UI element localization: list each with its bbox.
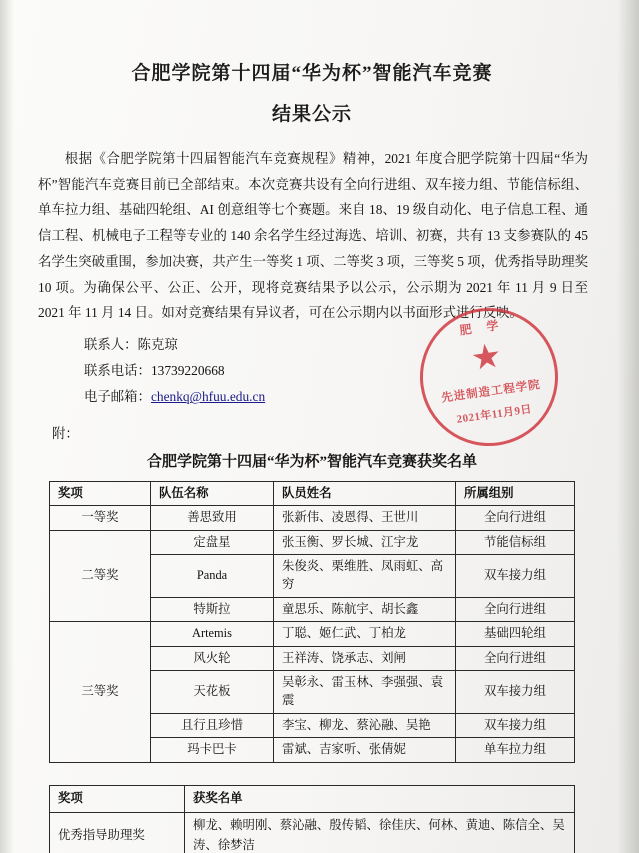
document-title-line2: 结果公示 xyxy=(271,104,352,125)
cell-prize: 一等奖 xyxy=(50,506,151,531)
cell-members: 王祥涛、饶承志、刘闸 xyxy=(274,646,456,671)
cell-prize: 三等奖 xyxy=(50,622,151,763)
appendix-label: 附： xyxy=(52,425,79,441)
cell-members: 童思乐、陈航宇、胡长鑫 xyxy=(274,597,456,622)
document-sheet xyxy=(22,10,602,852)
table-row xyxy=(50,530,575,555)
cell-team: 天花板 xyxy=(151,671,274,713)
cell-team: 特斯拉 xyxy=(151,597,274,622)
document-body-paragraph: 根据《合肥学院第十四届智能汽车竞赛规程》精神，2021 年度合肥学院第十四届“华为杯”智能汽车竞赛目前已全部结束。本次竞赛共设有全向行进组、双车接力组、节能信标组、单车拉力组、基础四轮组、AI 创意组等七个赛题。来自 18、19 级自动化、电子信息工程、通信工程、机械电子工程等专业的 140 余名学生经过海选、培训、初赛，共有 13 支参赛队的 45 名学生突破重围，参加决赛，共产生一等奖 1 项、二等奖 3 项，三等奖 5 项，优秀指导助理奖 10 项。为确保公平、公正、公开，现将竞赛结果予以公示，公示期为 2021 年 11 月 9 日至 2021 年 11 月 14 日。如对竞赛结果有异议者，可在公示期内以书面形式进行反映。 xyxy=(38,151,588,321)
cell-prize: 二等奖 xyxy=(50,530,151,621)
contact-email-row xyxy=(84,384,602,410)
table-row xyxy=(50,506,575,531)
column-header-names: 获奖名单 xyxy=(185,785,575,812)
cell-members: 朱俊炎、栗维胜、凤雨虹、高穷 xyxy=(274,555,456,597)
cell-group: 双车接力组 xyxy=(456,555,575,597)
cell-group: 双车接力组 xyxy=(456,713,575,738)
cell-group: 全向行进组 xyxy=(456,597,575,622)
table-header-row xyxy=(50,785,575,812)
cell-members: 张玉衡、罗长城、江宇龙 xyxy=(274,530,456,555)
cell-team: 风火轮 xyxy=(151,646,274,671)
table-row xyxy=(50,622,575,647)
cell-members: 李宝、柳龙、蔡沁融、吴艳 xyxy=(274,713,456,738)
cell-members: 张新伟、凌恩得、王世川 xyxy=(274,506,456,531)
column-header-prize: 奖项 xyxy=(50,785,185,812)
contact-phone: 联系电话：13739220668 xyxy=(84,363,225,379)
contact-email-label: 电子邮箱： xyxy=(84,389,151,405)
cell-members: 吴彰永、雷玉林、李强强、袁震 xyxy=(274,671,456,713)
cell-group: 单车拉力组 xyxy=(456,738,575,763)
contact-block xyxy=(22,332,602,410)
appendix-title: 合肥学院第十四届“华为杯”智能汽车竞赛获奖名单 xyxy=(146,453,477,470)
seal-arc-text: 肥 学 xyxy=(458,317,506,338)
seal-star-icon: ★ xyxy=(468,337,504,379)
cell-members: 丁聪、姬仁武、丁柏龙 xyxy=(274,622,456,647)
winners-table xyxy=(49,481,575,763)
cell-team: 且行且珍惜 xyxy=(151,713,274,738)
column-header-group: 所属组别 xyxy=(456,481,575,506)
contact-email-link[interactable]: chenkq@hfuu.edu.cn xyxy=(150,389,266,405)
table-header-row xyxy=(50,481,575,506)
cell-group: 节能信标组 xyxy=(456,530,575,555)
cell-group: 基础四轮组 xyxy=(456,622,575,647)
cell-team: 玛卡巴卡 xyxy=(151,738,274,763)
seal-date-text: 2021年11月9日 xyxy=(455,403,533,426)
cell-team: 善思致用 xyxy=(151,506,274,531)
cell-team: Panda xyxy=(151,555,274,597)
cell-prize: 优秀指导助理奖 xyxy=(50,812,185,853)
cell-group: 全向行进组 xyxy=(456,506,575,531)
assistant-award-table xyxy=(49,785,575,853)
contact-person: 联系人：陈克琼 xyxy=(84,337,178,353)
cell-team: Artemis xyxy=(151,622,274,647)
cell-names: 柳龙、赖明刚、蔡沁融、殷传韬、徐佳庆、何林、黄迪、陈信全、吴涛、徐梦洁 xyxy=(185,812,575,853)
document-title-line1: 合肥学院第十四届“华为杯”智能汽车竞赛 xyxy=(131,63,493,84)
cell-group: 全向行进组 xyxy=(456,646,575,671)
cell-group: 双车接力组 xyxy=(456,671,575,713)
column-header-prize: 奖项 xyxy=(50,481,151,506)
cell-members: 雷斌、吉家听、张倩妮 xyxy=(274,738,456,763)
seal-organization-text: 先进制造工程学院 xyxy=(440,378,542,405)
column-header-members: 队员姓名 xyxy=(274,481,456,506)
cell-team: 定盘星 xyxy=(151,530,274,555)
table-row xyxy=(50,812,575,853)
column-header-team: 队伍名称 xyxy=(151,481,274,506)
